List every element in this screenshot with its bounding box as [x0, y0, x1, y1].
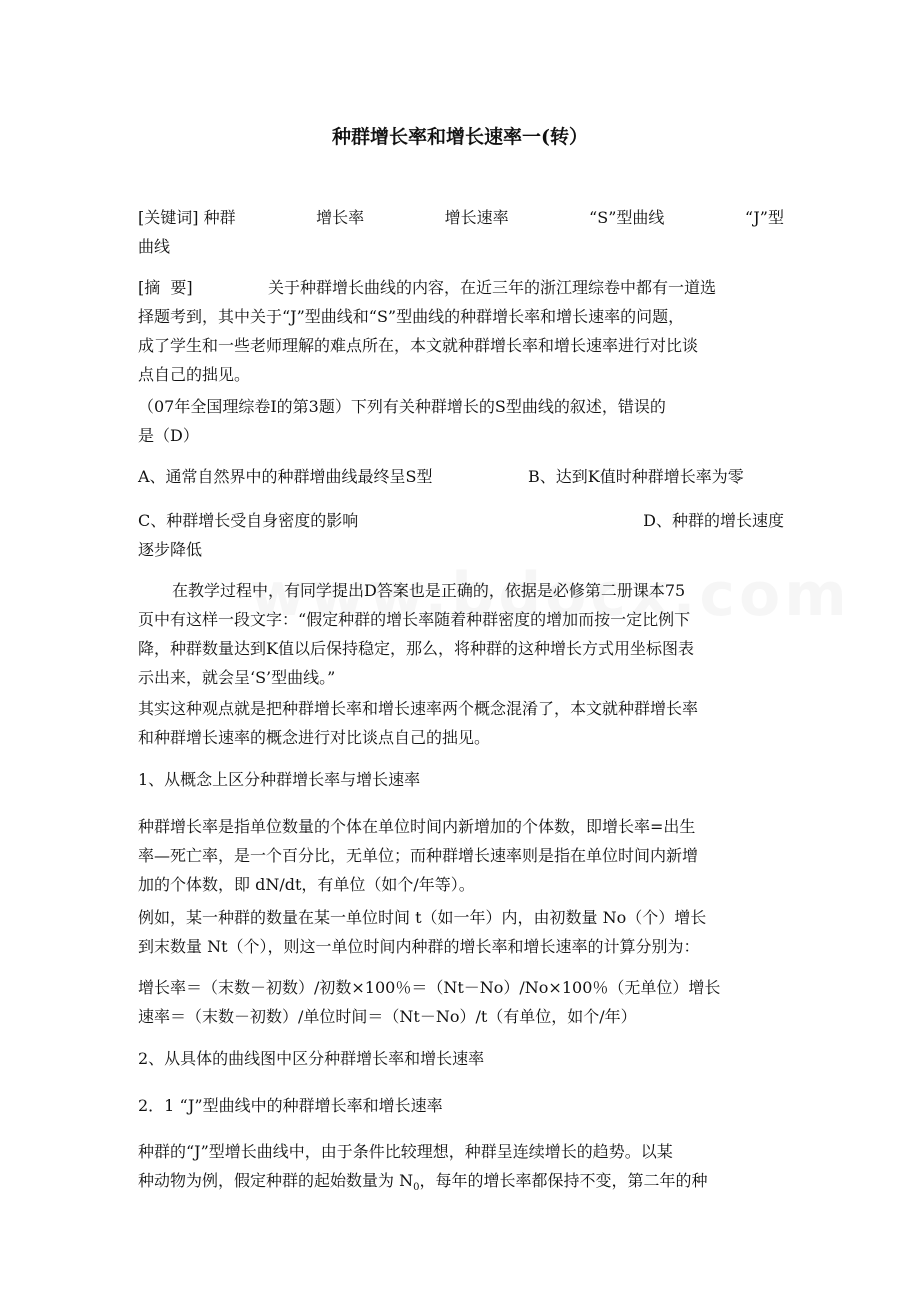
keywords-wrap: 曲线	[138, 237, 171, 256]
paragraph	[138, 576, 784, 692]
paragraph-line: 种群增长率是指单位数量的个体在单位时间内新增加的个体数，即增长率=出生	[138, 817, 696, 836]
paragraph	[138, 694, 784, 752]
paragraph-line: 例如，某一种群的数量在某一单位时间 t（如一年）内，由初数量 No（个）增长	[138, 908, 707, 927]
paragraph	[138, 903, 784, 961]
paragraph	[138, 812, 784, 899]
keywords-line	[138, 203, 784, 261]
paragraph-line: 加的个体数，即 dN/dt，有单位（如个/年等）。	[138, 875, 475, 894]
section-heading: 1、从概念上区分种群增长率与增长速率	[138, 770, 421, 789]
paragraph-line: 到末数量 Nt（个），则这一单位时间内种群的增长率和增长速率的计算分别为：	[138, 937, 700, 956]
subsection-heading: 2．1 “J”型曲线中的种群增长率和增长速率	[138, 1096, 443, 1115]
keyword-item: “J”型	[744, 208, 784, 227]
option-a: A、通常自然界中的种群增曲线最终呈S型	[138, 467, 433, 486]
keywords-label-and-first: [关键词] 种群	[138, 208, 236, 227]
option-c: C、种群增长受自身密度的影响	[138, 511, 359, 530]
abstract-line: 点自己的拙见。	[138, 365, 251, 384]
keyword-item: “S”型曲线	[589, 208, 665, 227]
option-d-wrap: 逐步降低	[138, 540, 203, 559]
question	[138, 392, 784, 450]
paragraph-line: 在教学过程中，有同学提出D答案也是正确的，依据是必修第二册课本75	[172, 581, 686, 600]
keyword-item: 增长速率	[444, 208, 509, 227]
abstract-line: 成了学生和一些老师理解的难点所在，本文就种群增长率和增长速率进行对比谈	[138, 336, 699, 355]
abstract	[138, 273, 784, 389]
options-ab	[138, 462, 784, 491]
paragraph	[138, 1137, 784, 1202]
paragraph-line: 增长率＝（末数－初数）/初数×100％＝（Nt－No）/No×100％（无单位）增长	[138, 978, 721, 997]
paragraph-line: 页中有这样一段文字：“假定种群的增长率随着种群密度的增加而按一定比例下	[138, 610, 691, 629]
paragraph-line: 示出来，就会呈‘S’型曲线。”	[138, 668, 336, 687]
abstract-label: [摘 要]	[138, 278, 193, 297]
abstract-line: 择题考到，其中关于“J”型曲线和“S”型曲线的种群增长率和增长速率的问题，	[138, 307, 685, 326]
document-title: 种群增长率和增长速率一(转）	[332, 126, 588, 148]
paragraph-line: 率—死亡率，是一个百分比，无单位；而种群增长速率则是指在单位时间内新增	[138, 846, 699, 865]
keyword-item: 种群	[203, 208, 236, 227]
abstract-line: 关于种群增长曲线的内容，在近三年的浙江理综卷中都有一道选	[268, 278, 717, 297]
section-heading: 2、从具体的曲线图中区分种群增长率和增长速率	[138, 1049, 485, 1068]
options-cd	[138, 506, 784, 564]
question-line: 是（D）	[138, 426, 199, 445]
paragraph-line: 降，种群数量达到K值以后保持稳定，那么，将种群的这种增长方式用坐标图表	[138, 639, 694, 658]
paragraph-line: 和种群增长速率的概念进行对比谈点自己的拙见。	[138, 728, 491, 747]
option-d: D、种群的增长速度	[643, 511, 784, 530]
paragraph-line: 种动物为例，假定种群的起始数量为 $N_0$，每年的增长率都保持不变，第二年的种	[138, 1171, 708, 1194]
keyword-item: 增长率	[316, 208, 365, 227]
paragraph-line: 种群的“J”型增长曲线中，由于条件比较理想，种群呈连续增长的趋势。以某	[138, 1142, 673, 1161]
paragraph-line: 速率＝（末数－初数）/单位时间＝（Nt－No）/t（有单位，如个/年）	[138, 1007, 637, 1026]
formula-paragraph	[138, 973, 784, 1031]
question-line: （07年全国理综卷Ⅰ的第3题）下列有关种群增长的S型曲线的叙述，错误的	[138, 397, 666, 416]
paragraph-line: 其实这种观点就是把种群增长率和增长速率两个概念混淆了，本文就种群增长率	[138, 699, 699, 718]
option-b: B、达到K值时种群增长率为零	[528, 467, 744, 486]
